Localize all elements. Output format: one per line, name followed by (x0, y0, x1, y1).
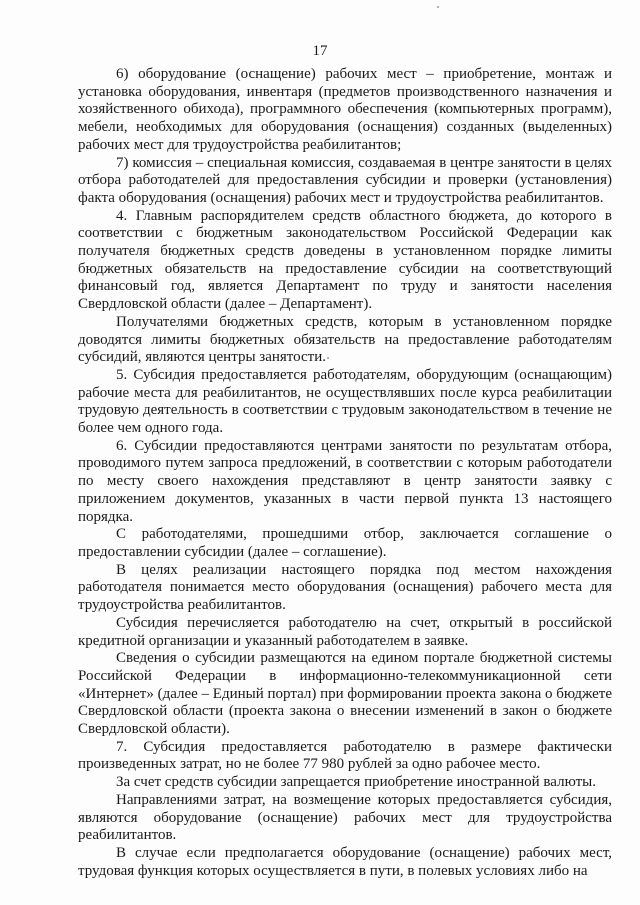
paragraph: 6) оборудование (оснащение) рабочих мест – приобретение, монтаж и установка оборудования, инвентаря (предметов производственного назначения и хозяйственного обихода), программного обеспечения (компьютерных программ), мебели, необходимых для оборудования (оснащения) созданных (выделенных) рабочих мест для трудоустройства реабилитантов; (78, 66, 612, 153)
page-number: 17 (312, 43, 328, 59)
paragraph: За счет средств субсидии запрещается приобретение иностранной валюты. (116, 774, 596, 791)
scan-speck (437, 6, 439, 8)
paragraph: 6. Субсидии предоставляются центрами занятости по результатам отбора, проводимого путем запроса предложений, в соответствии с которым работодатели по месту своего нахождения представляют в центр занятости заявку с приложением документов, указанных в части первой пункта 13 настоящего порядка. (78, 437, 612, 525)
paragraph: Субсидия перечисляется работодателю на счет, открытый в российской кредитной организации и указанный работодателем в заявке. (78, 614, 612, 649)
document-body (78, 66, 612, 880)
paragraph: 4. Главным распорядителем средств областного бюджета, до которого в соответствии с бюджетным законодательством Российской Федерации как получателя бюджетных средств доведены в установленном порядке лимиты бюджетных обязательств на предоставление субсидии на соответствующий финансовый год, является Департамент по труду и занятости населения Свердловской области (далее – Департамент). (78, 207, 612, 313)
paragraph: Получателями бюджетных средств, которым в установленном порядке доводятся лимиты бюджетных обязательств на предоставление работодателям субсидий, являются центры занятости. (78, 313, 612, 366)
paragraph: Направлениями затрат, на возмещение которых предоставляется субсидия, являются оборудование (оснащение) рабочих мест для трудоустройства реабилитантов. (78, 791, 612, 844)
scan-speck (327, 357, 329, 359)
paragraph: 5. Субсидия предоставляется работодателям, оборудующим (оснащающим) рабочие места для реабилитантов, не осуществлявших после курса реабилитации трудовую деятельность в соответствии с трудовым законодательством в течение не более чем одного года. (78, 366, 612, 437)
paragraph: В целях реализации настоящего порядка под местом нахождения работодателя понимается место оборудования (оснащения) рабочего места для трудоустройства реабилитантов. (78, 561, 612, 614)
paragraph: Сведения о субсидии размещаются на едином портале бюджетной системы Российской Федерации в информационно-телекоммуникационной сети «Интернет» (далее – Единый портал) при формировании проекта закона о бюджете Свердловской области (проекта закона о внесении изменений в закон о бюджете Свердловской области). (78, 650, 612, 738)
paragraph: 7. Субсидия предоставляется работодателю в размере фактически произведенных затрат, но не более 77 980 рублей за одно рабочее место. (78, 738, 612, 773)
paragraph: С работодателями, прошедшими отбор, заключается соглашение о предоставлении субсидии (далее – соглашение). (78, 526, 612, 560)
paragraph: 7) комиссия – специальная комиссия, создаваемая в центре занятости в целях отбора работодателей для предоставления субсидии и проверки (установления) факта оборудования (оснащения) рабочих мест и трудоустройства реабилитантов. (78, 154, 612, 206)
paragraph: В случае если предполагается оборудование (оснащение) рабочих мест, трудовая функция которых осуществляется в пути, в полевых условиях либо на (78, 844, 612, 879)
